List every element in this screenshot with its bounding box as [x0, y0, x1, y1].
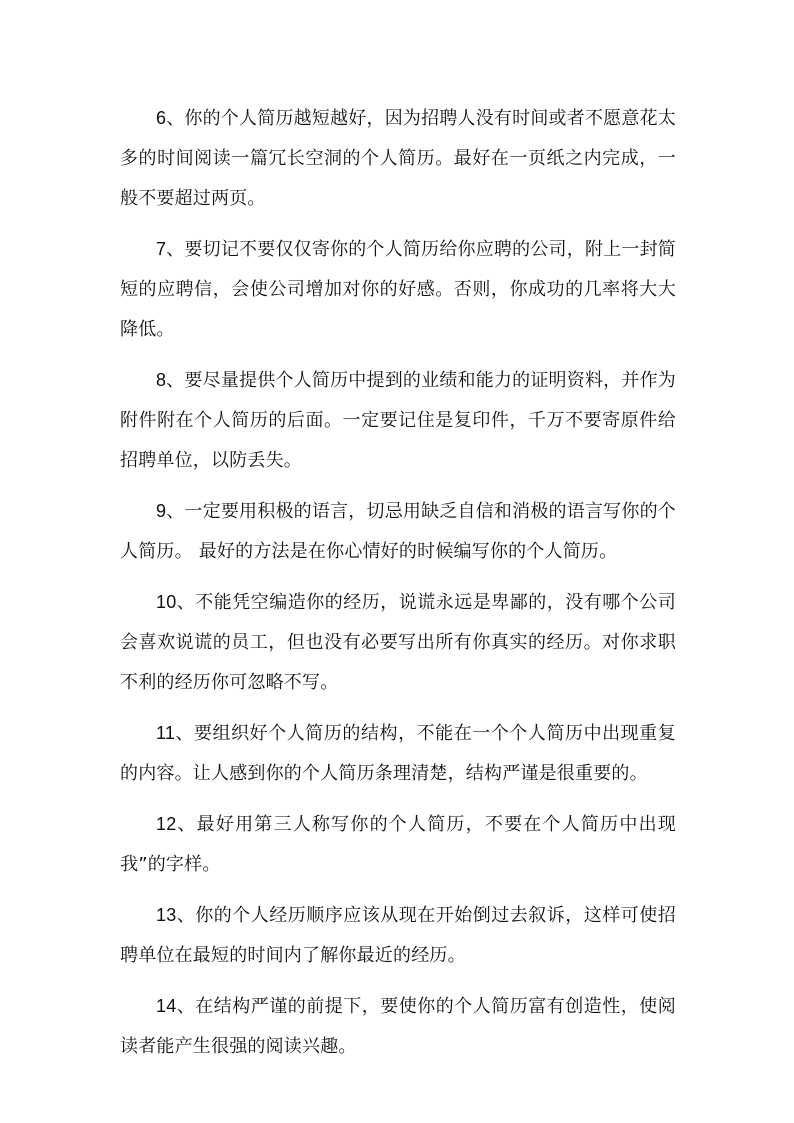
paragraph-6	[120, 98, 676, 219]
paragraph-text: 、要切记不要仅仅寄你的个人简历给你应聘的公司，附上一封简短的应聘信，会使公司增加对你的好感。否则，你成功的几率将大大降低。	[120, 239, 676, 340]
paragraph-text: 、要组织好个人简历的结构，不能在一个个人简历中出现重复的内容。让人感到你的个人简历条理清楚，结构严谨是很重要的。	[120, 723, 676, 784]
paragraph-text: 、一定要用积极的语言，切忌用缺乏自信和消极的语言写你的个人简历。 最好的方法是在你心情好的时候编写你的个人简历。	[120, 501, 676, 562]
paragraph-7	[120, 229, 676, 350]
paragraph-9	[120, 491, 676, 572]
paragraph-text: 、你的个人简历越短越好，因为招聘人没有时间或者不愿意花太多的时间阅读一篇冗长空洞的个人简历。最好在一页纸之内完成，一般不要超过两页。	[120, 108, 676, 209]
document-body	[120, 98, 676, 1077]
paragraph-text: 、要尽量提供个人简历中提到的业绩和能力的证明资料，并作为附件附在个人简历的后面。一定要记住是复印件，千万不要寄原件给招聘单位，以防丢失。	[120, 370, 676, 471]
paragraph-14	[120, 986, 676, 1067]
paragraph-8	[120, 360, 676, 481]
paragraph-text: 、在结构严谨的前提下，要使你的个人简历富有创造性，使阅读者能产生很强的阅读兴趣。	[120, 996, 676, 1057]
paragraph-11	[120, 713, 676, 794]
paragraph-13	[120, 895, 676, 976]
paragraph-number: 14	[156, 996, 177, 1016]
paragraph-number: 12	[156, 814, 177, 834]
paragraph-text: 、最好用第三人称写你的个人简历，不要在个人简历中出现我”的字样。	[120, 814, 676, 875]
paragraph-number: 6	[156, 108, 167, 128]
paragraph-12	[120, 804, 676, 885]
paragraph-number: 9	[156, 501, 167, 521]
paragraph-number: 8	[156, 370, 167, 390]
paragraph-text: 、不能凭空编造你的经历，说谎永远是卑鄙的，没有哪个公司会喜欢说谎的员工，但也没有必要写出所有你真实的经历。对你求职不利的经历你可忽略不写。	[120, 592, 676, 693]
paragraph-number: 7	[156, 239, 167, 259]
paragraph-number: 10	[156, 592, 177, 612]
paragraph-number: 13	[156, 905, 177, 925]
paragraph-text: 、你的个人经历顺序应该从现在开始倒过去叙诉，这样可使招聘单位在最短的时间内了解你最近的经历。	[120, 905, 676, 966]
paragraph-10	[120, 582, 676, 703]
paragraph-number: 11	[156, 723, 176, 743]
